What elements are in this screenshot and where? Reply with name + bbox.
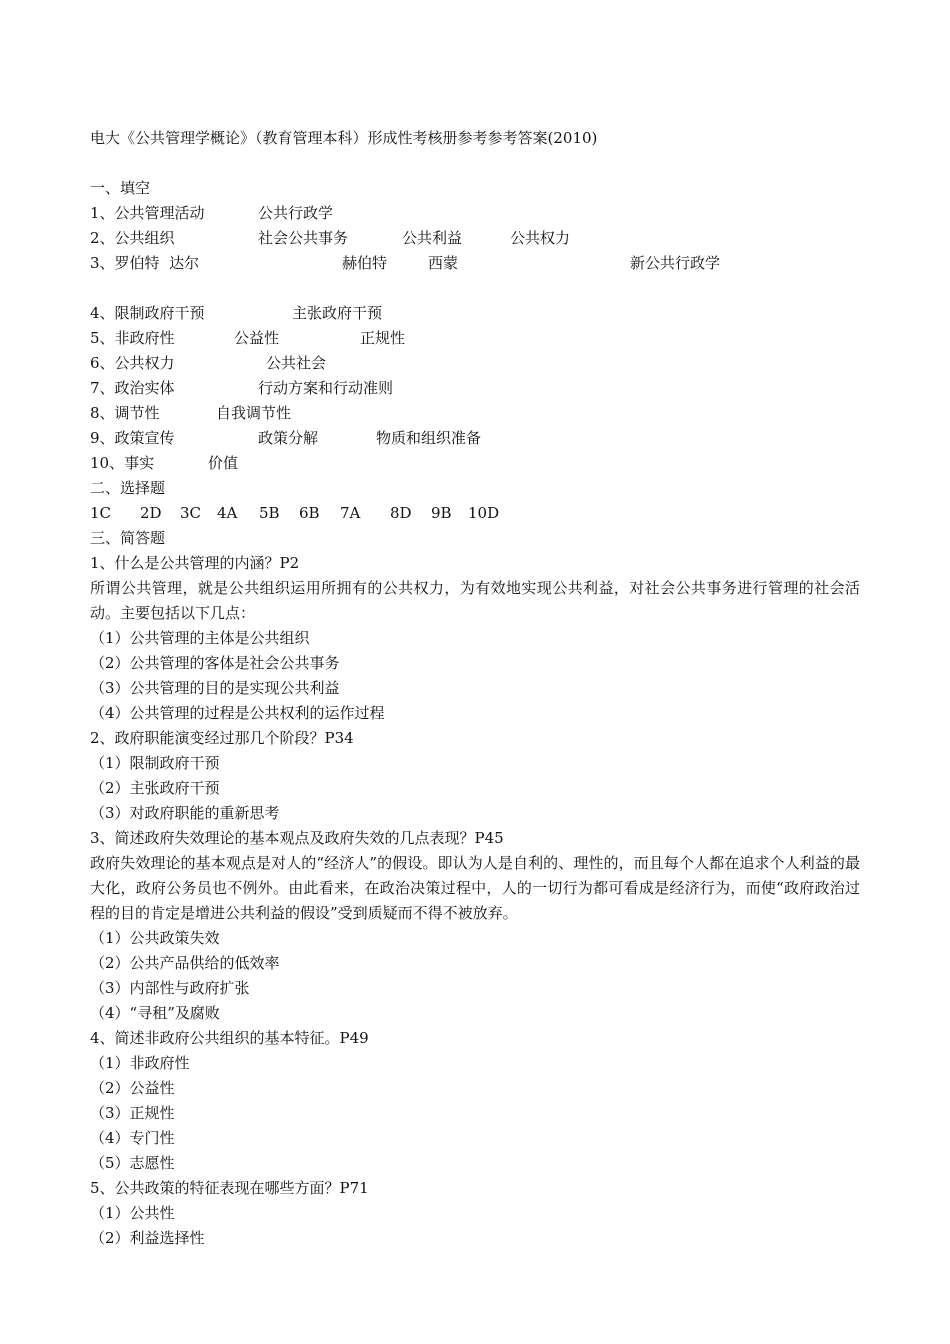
list-item: （3）对政府职能的重新思考	[90, 804, 280, 822]
choice-answer: 8D	[390, 504, 412, 522]
fill-answer-9	[90, 426, 860, 451]
fill-answer-10	[90, 451, 860, 476]
fill-answer-cell: 公共权力	[510, 229, 571, 247]
list-item: （2）公益性	[90, 1079, 175, 1097]
fill-answer-cell: 2、公共组织	[90, 229, 175, 247]
list-item: （2）公共管理的客体是社会公共事务	[90, 654, 340, 672]
list-item: （3）正规性	[90, 1104, 175, 1122]
blank-line	[90, 151, 860, 176]
choice-answer: 2D	[140, 504, 162, 522]
fill-answer-cell: 公益性	[234, 329, 280, 347]
fill-answer-cell: 主张政府干预	[292, 304, 383, 322]
fill-answer-cell: 西蒙	[428, 254, 459, 272]
fill-answer-cell: 6、公共权力	[90, 354, 175, 372]
fill-answer-cell: 10、事实	[90, 454, 155, 472]
choice-answers	[90, 501, 860, 526]
document-body	[90, 126, 860, 1251]
list-item: （1）公共管理的主体是公共组织	[90, 629, 310, 647]
choice-answer: 9B	[431, 504, 452, 522]
fill-answer-cell: 4、限制政府干预	[90, 304, 205, 322]
choice-answer: 7A	[340, 504, 361, 522]
choice-answer: 10D	[468, 504, 500, 522]
choice-answer: 6B	[299, 504, 320, 522]
list-item: （4）公共管理的过程是公共权利的运作过程	[90, 704, 385, 722]
fill-answer-3	[90, 251, 860, 276]
fill-answer-cell: 自我调节性	[216, 404, 292, 422]
fill-answer-cell: 社会公共事务	[258, 229, 349, 247]
list-item: （2）主张政府干预	[90, 779, 220, 797]
fill-answer-cell: 5、非政府性	[90, 329, 175, 347]
fill-answer-cell: 1、公共管理活动	[90, 204, 205, 222]
fill-answer-cell: 正规性	[360, 329, 406, 347]
section-heading-fill: 一、填空	[90, 179, 151, 197]
document-title: 电大《公共管理学概论》（教育管理本科）形成性考核册参考参考答案(2010)	[90, 129, 598, 147]
list-item: （3）内部性与政府扩张	[90, 979, 250, 997]
fill-answer-cell: 行动方案和行动准则	[258, 379, 394, 397]
fill-answer-cell: 公共行政学	[258, 204, 334, 222]
section-heading-choice: 二、选择题	[90, 479, 166, 497]
question-5: 5、公共政策的特征表现在哪些方面？P71	[90, 1179, 369, 1197]
list-item: （5）志愿性	[90, 1154, 175, 1172]
list-item: （2）利益选择性	[90, 1229, 205, 1247]
answer-paragraph-1: 所谓公共管理，就是公共组织运用所拥有的公共权力，为有效地实现公共利益，对社会公共事务进行管理的社会活动。主要包括以下几点：	[90, 579, 860, 622]
fill-answer-5	[90, 326, 860, 351]
fill-answer-cell: 价值	[208, 454, 239, 472]
question-3: 3、简述政府失效理论的基本观点及政府失效的几点表现？P45	[90, 829, 504, 847]
fill-answer-cell: 公共社会	[266, 354, 327, 372]
choice-answer: 4A	[217, 504, 238, 522]
fill-answer-4	[90, 301, 860, 326]
fill-answer-cell: 物质和组织准备	[376, 429, 482, 447]
list-item: （1）公共政策失效	[90, 929, 220, 947]
choice-answer: 1C	[90, 504, 112, 522]
question-2: 2、政府职能演变经过那几个阶段？P34	[90, 729, 354, 747]
fill-answer-2	[90, 226, 860, 251]
fill-answer-1	[90, 201, 860, 226]
fill-answer-8	[90, 401, 860, 426]
fill-answer-cell: 7、政治实体	[90, 379, 175, 397]
answer-paragraph-3: 政府失效理论的基本观点是对人的“经济人”的假设。即认为人是自利的、理性的，而且每个人都在追求个人利益的最大化，政府公务员也不例外。由此看来，在政治决策过程中，人的一切行为都可看成是经济行为，而使“政府政治过程的目的肯定是增进公共利益的假设”受到质疑而不得不被放弃。	[90, 854, 860, 922]
fill-answer-cell: 9、政策宣传	[90, 429, 175, 447]
fill-answer-cell: 赫伯特	[342, 254, 388, 272]
choice-answer: 3C	[180, 504, 202, 522]
list-item: （4）“寻租”及腐败	[90, 1004, 220, 1022]
list-item: （4）专门性	[90, 1129, 175, 1147]
fill-answer-cell: 3、罗伯特 达尔	[90, 254, 200, 272]
list-item: （1）非政府性	[90, 1054, 190, 1072]
fill-answer-7	[90, 376, 860, 401]
fill-answer-cell: 公共利益	[402, 229, 463, 247]
fill-answer-cell: 新公共行政学	[630, 254, 721, 272]
fill-answer-cell: 政策分解	[258, 429, 319, 447]
fill-answer-cell: 8、调节性	[90, 404, 160, 422]
question-1: 1、什么是公共管理的内涵？P2	[90, 554, 300, 572]
blank-line	[90, 276, 860, 301]
list-item: （1）公共性	[90, 1204, 175, 1222]
list-item: （2）公共产品供给的低效率	[90, 954, 280, 972]
list-item: （1）限制政府干预	[90, 754, 220, 772]
fill-answer-6	[90, 351, 860, 376]
list-item: （3）公共管理的目的是实现公共利益	[90, 679, 340, 697]
choice-answer: 5B	[259, 504, 280, 522]
section-heading-short: 三、简答题	[90, 529, 166, 547]
question-4: 4、简述非政府公共组织的基本特征。P49	[90, 1029, 369, 1047]
